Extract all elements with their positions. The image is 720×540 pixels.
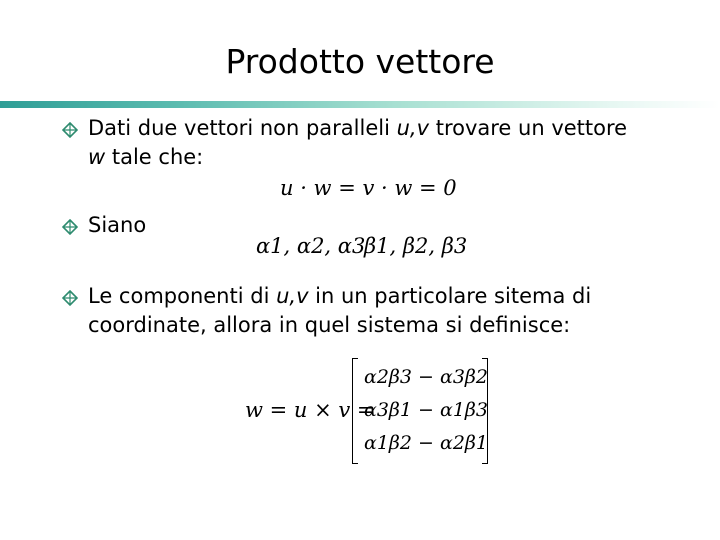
bullet-text-3: Le componenti di u,v in un particolare sitema di coordinate, allora in quel sistema si definisce: (88, 284, 592, 337)
formula-alphas: α1, α2, α3 (256, 234, 366, 258)
matrix-left-bracket (352, 358, 358, 464)
diamond-bullet-icon (62, 290, 78, 306)
cross-product-matrix (352, 358, 488, 464)
diamond-bullet-icon (62, 122, 78, 138)
bullet-text-1: Dati due vettori non paralleli u,v trovare un vettore w tale che: (88, 116, 628, 169)
slide-title: Prodotto vettore (225, 42, 495, 81)
formula-cross-lhs: w = u × v = (245, 398, 375, 422)
matrix-row-1: α2β3 − α3β2 (364, 366, 488, 388)
formula-betas: β1, β2, β3 (364, 234, 468, 258)
matrix-row-3: α1β2 − α2β1 (364, 432, 488, 454)
diamond-bullet-icon (62, 219, 78, 235)
title-underline-bar (0, 101, 720, 108)
formula-orthogonality: u · w = v · w = 0 (280, 176, 457, 200)
bullet-text-2: Siano (88, 213, 147, 237)
matrix-row-2: α3β1 − α1β3 (364, 399, 488, 421)
